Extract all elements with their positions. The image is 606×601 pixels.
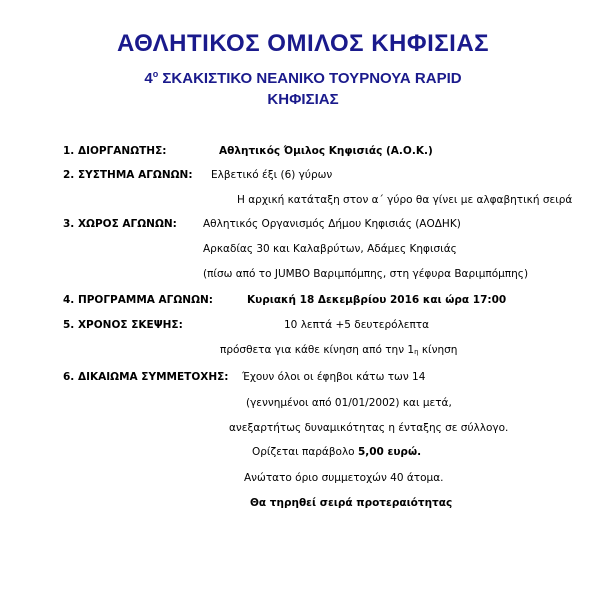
tournament-title [0,69,606,87]
venue-label: 3. ΧΩΡΟΣ ΑΓΩΝΩΝ: [63,218,177,230]
venue-line2: Αρκαδίας 30 και Καλαβρύτων, Αδάμες Κηφισιάς [203,243,457,255]
eligibility-line1: Έχουν όλοι οι έφηβοι κάτω των 14 [242,371,426,383]
organizer-value: Αθλητικός Όμιλος Κηφισιάς (Α.Ο.Κ.) [219,145,433,157]
ordinal-mark: ο [152,69,159,79]
organizer-label: 1. ΔΙΟΡΓΑΝΩΤΗΣ: [63,145,167,157]
fee-label: Ορίζεται παράβολο [252,446,358,458]
time-control-label: 5. ΧΡΟΝΟΣ ΣΚΕΨΗΣ: [63,319,183,331]
venue-line1: Αθλητικός Οργανισμός Δήμου Κηφισιάς (ΑΟΔΗΚ) [203,218,461,230]
schedule-value: Κυριακή 18 Δεκεμβρίου 2016 και ώρα 17:00 [247,294,507,306]
venue-line3: (πίσω από το JUMBO Βαριμπόμπης, στη γέφυρα Βαριμπόμπης) [203,268,529,280]
tournament-ordinal: 4 [144,70,153,87]
time-control-line1: 10 λεπτά +5 δευτερόλεπτα [284,319,430,331]
fee-value: 5,00 ευρώ. [357,446,422,458]
schedule-label: 4. ΠΡΟΓΡΑΜΜΑ ΑΓΩΝΩΝ: [63,294,213,306]
increment-text: πρόσθετα για κάθε κίνηση από την 1 [220,344,415,356]
time-control-line2 [220,344,457,356]
max-participants: Ανώτατο όριο συμμετοχών 40 άτομα. [244,472,444,484]
entry-fee [252,446,421,458]
increment-text-end: κίνηση [418,344,458,356]
system-line1: Ελβετικό έξι (6) γύρων [211,169,333,181]
system-line2: Η αρχική κατάταξη στον α΄ γύρο θα γίνει με αλφαβητική σειρά [237,194,573,206]
priority-note: Θα τηρηθεί σειρά προτεραιότητας [250,497,453,509]
eligibility-line2: (γεννημένοι από 01/01/2002) και μετά, [246,397,452,409]
tournament-name: ΣΚΑΚΙΣΤΙΚΟ ΝΕΑΝΙΚΟ ΤΟΥΡΝΟΥΑ RAPID [158,70,462,87]
ordinal-suffix: η [414,348,419,356]
club-title: ΑΘΛΗΤΙΚΟΣ ΟΜΙΛΟΣ ΚΗΦΙΣΙΑΣ [116,30,490,57]
eligibility-label: 6. ΔΙΚΑΙΩΜΑ ΣΥΜΜΕΤΟΧΗΣ: [63,371,229,383]
eligibility-line3: ανεξαρτήτως δυναμικότητας η ένταξης σε σύλλογο. [229,422,509,434]
system-label: 2. ΣΥΣΤΗΜΑ ΑΓΩΝΩΝ: [63,169,193,181]
tournament-city: ΚΗΦΙΣΙΑΣ [267,91,339,108]
